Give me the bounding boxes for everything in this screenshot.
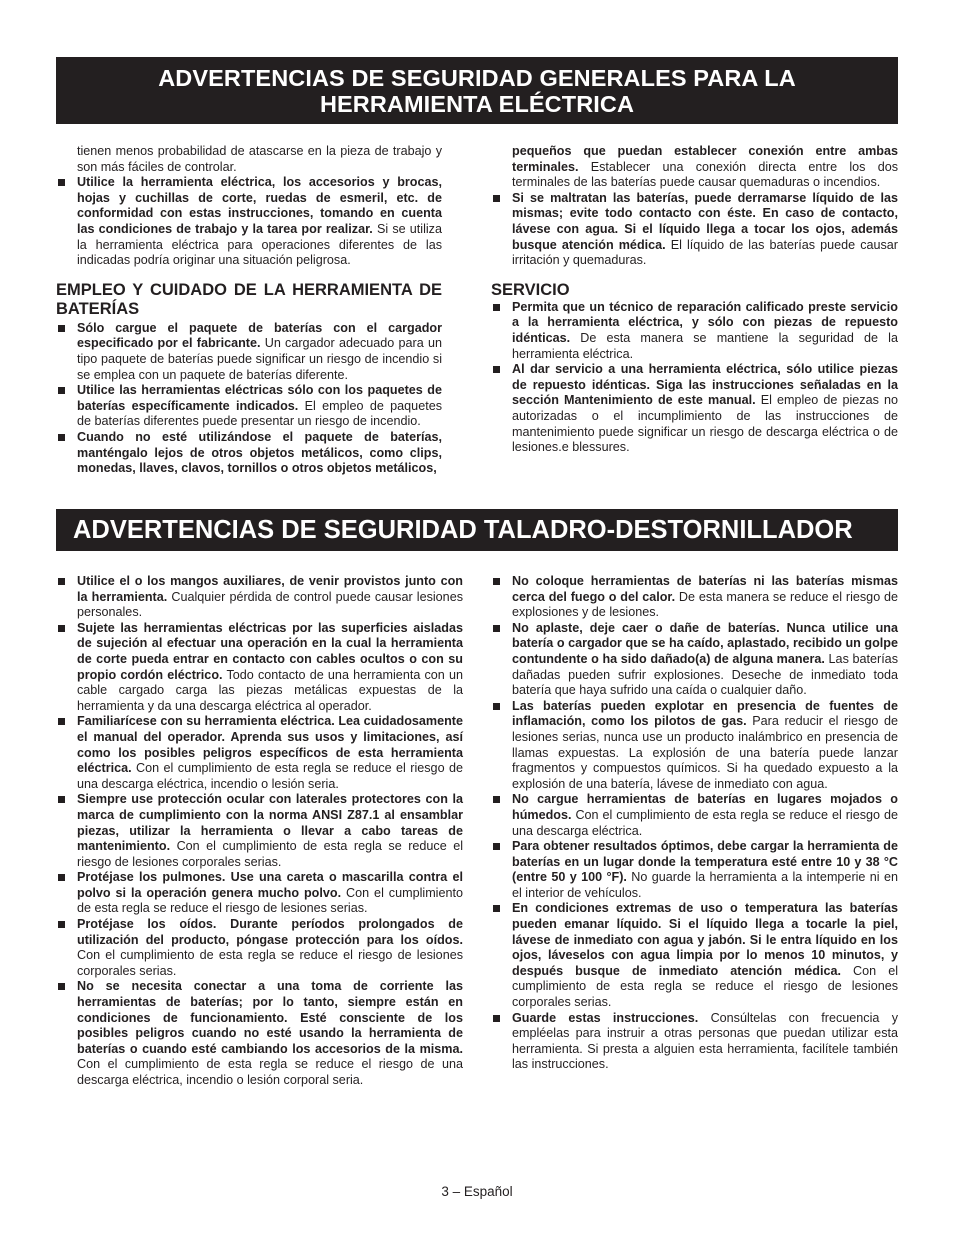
page-number: 3 – Español xyxy=(441,1184,513,1199)
continued-paragraph: tienen menos probabilidad de atascarse en la pieza de trabajo y son más fáciles de controlar. xyxy=(77,144,442,174)
bullet-item: En condiciones extremas de uso o temperatura las baterías pueden emanar líquido. Si el líquido llega a tocarle la piel, lávese de inmediato con agua y jabón. Si le entra líquido en los ojos, láveselos con agua limpia por lo menos 10 minutos, y después busque de inmediato atención médica. Con el cumplimiento de esta regla se reduce el riesgo de lesiones corporales serias. xyxy=(491,901,898,1010)
bullet-item: Utilice la herramienta eléctrica, los accesorios y brocas, hojas y cuchillas de corte, ruedas de esmeril, etc. de conformidad con estas instrucciones, tomando en cuenta las condiciones de trabajo y la tarea por realizar. Si se utiliza la herramienta eléctrica para operaciones diferentes de las indicadas podría originar una situación peligrosa. xyxy=(56,175,442,269)
bullet-item: Protéjase los oídos. Durante períodos prolongados de utilización del producto, póngase protección para los oídos. Con el cumplimiento de esta regla se reduce el riesgo de lesiones corporales serias. xyxy=(56,917,463,979)
bullet-item: Sólo cargue el paquete de baterías con el cargador especificado por el fabricante. Un cargador adecuado para un tipo paquete de baterías puede significar un riesgo de incendio si se emplea con un paquete de baterías diferente. xyxy=(56,321,442,383)
bullet-item: Si se maltratan las baterías, puede derramarse líquido de las mismas; evite todo contacto con éste. En caso de contacto, lávese con agua. Si el líquido llega a tocar los ojos, además busque atención médica. El líquido de las baterías puede causar irritación y quemaduras. xyxy=(491,191,898,269)
bullet-item: Protéjase los pulmones. Use una careta o mascarilla contra el polvo si la operación genera mucho polvo. Con el cumplimiento de esta regla se reduce el riesgo de lesiones serias. xyxy=(56,870,463,917)
bullet-item: Las baterías pueden explotar en presencia de fuentes de inflamación, como los pilotos de gas. Para reducir el riesgo de lesiones serias, nunca use un producto inalámbrico en presencia de llamas expuestas. La explosión de una batería puede lanzar fragmentos y compuestos químicos. Si ha quedado expuesto a la explosión de una batería, lávese de inmediato con agua. xyxy=(491,699,898,793)
column-3 xyxy=(56,574,463,1089)
bullet-item: Guarde estas instrucciones. Consúltelas con frecuencia y empléelas para instruir a otras personas que puedan utilizar esta herramienta. Si presta a alguien esta herramienta, facilítele también las instrucciones. xyxy=(491,1011,898,1073)
bullet-item: Cuando no esté utilizándose el paquete de baterías, manténgalo lejos de otros objetos metálicos, como clips, monedas, llaves, clavos, tornillos o otros objetos metálicos, xyxy=(56,430,442,477)
bullet-item: Al dar servicio a una herramienta eléctrica, sólo utilice piezas de repuesto idénticas. Siga las instrucciones señaladas en la sección Mantenimiento de este manual. El empleo de piezas no autorizadas o el incumplimiento de las instrucciones de mantenimiento puede significar un riesgo de descarga eléctrica o de lesiones.e blessures. xyxy=(491,362,898,456)
bullet-item: Permita que un técnico de reparación calificado preste servicio a la herramienta eléctrica, y sólo con piezas de repuesto idénticas. De esta manera se mantiene la seguridad de la herramienta eléctrica. xyxy=(491,300,898,362)
bullet-item: Familiarícese con su herramienta eléctrica. Lea cuidadosamente el manual del operador. Aprenda sus usos y limitaciones, así como los posibles peligros específicos de esta herramienta eléctrica. Con el cumplimiento de esta regla se reduce el riesgo de una descarga eléctrica, incendio o lesión seria. xyxy=(56,714,463,792)
section-heading-battery: EMPLEO Y CUIDADO DE LA HERRAMIENTA DE BATERÍAS xyxy=(56,280,442,318)
bullet-item: Utilice las herramientas eléctricas sólo con los paquetes de baterías específicamente indicados. El empleo de paquetes de baterías diferentes puede presentar un riesgo de incendio. xyxy=(56,383,442,430)
continued-paragraph: pequeños que puedan establecer conexión entre ambas terminales. Establecer una conexión directa entre los dos terminales de las baterías puede causar quemaduras o incendios. xyxy=(512,144,898,190)
bullet-item: Utilice el o los mangos auxiliares, de venir provistos junto con la herramienta. Cualquier pérdida de control puede causar lesiones personales. xyxy=(56,574,463,621)
banner-line-2: HERRAMIENTA ELÉCTRICA xyxy=(319,91,635,117)
section-banner-general xyxy=(56,57,898,124)
bullet-item: No aplaste, deje caer o dañe de baterías. Nunca utilice una batería o cargador que se ha caído, aplastado, recibido un golpe contundente o ha sido dañado(a) de alguna manera. Las baterías dañadas pueden sufrir explosiones. Deseche de inmediato toda batería que haya sufrido una caída o cualquier daño. xyxy=(491,621,898,699)
bullet-item: Sujete las herramientas eléctricas por las superficies aisladas de sujeción al efectuar una operación en la cual la herramienta de corte pueda entrar en contacto con cables ocultos o con su propio cordón eléctrico. Todo contacto de una herramienta con un cable cargado carga las piezas metálicas expuestas de la herramienta y da una descarga eléctrica al operador. xyxy=(56,621,463,715)
banner-line-1: ADVERTENCIAS DE SEGURIDAD GENERALES PARA LA xyxy=(158,65,796,91)
bullet-item: No coloque herramientas de baterías ni las baterías mismas cerca del fuego o del calor. De esta manera se reduce el riesgo de explosiones y de lesiones. xyxy=(491,574,898,621)
column-1 xyxy=(56,144,442,477)
column-4 xyxy=(491,574,898,1073)
column-2 xyxy=(491,144,898,456)
section-banner-drill: ADVERTENCIAS DE SEGURIDAD TALADRO-DESTORNILLADOR xyxy=(56,509,898,551)
section-heading-service: SERVICIO xyxy=(491,280,570,299)
bullet-item: Para obtener resultados óptimos, debe cargar la herramienta de baterías en un lugar donde la temperatura esté entre 10 y 38 °C (entre 50 y 100 °F). No guarde la herramienta a la intemperie ni en el interior de vehículos. xyxy=(491,839,898,901)
bullet-item: No cargue herramientas de baterías en lugares mojados o húmedos. Con el cumplimiento de esta regla se reduce el riesgo de una descarga eléctrica. xyxy=(491,792,898,839)
bullet-item: No se necesita conectar a una toma de corriente las herramientas de baterías; por lo tanto, siempre están en condiciones de funcionamiento. Esté consciente de los posibles peligros cuando no esté usando la herramienta de baterías o cuando esté cambiando los accesorios de la misma. Con el cumplimiento de esta regla se reduce el riesgo de una descarga eléctrica, incendio o lesión corporal seria. xyxy=(56,979,463,1088)
bullet-item: Siempre use protección ocular con laterales protectores con la marca de cumplimiento con la norma ANSI Z87.1 al ensamblar piezas, utilizar la herramienta o llevar a cabo tareas de mantenimiento. Con el cumplimiento de esta regla se reduce el riesgo de lesiones corporales serias. xyxy=(56,792,463,870)
